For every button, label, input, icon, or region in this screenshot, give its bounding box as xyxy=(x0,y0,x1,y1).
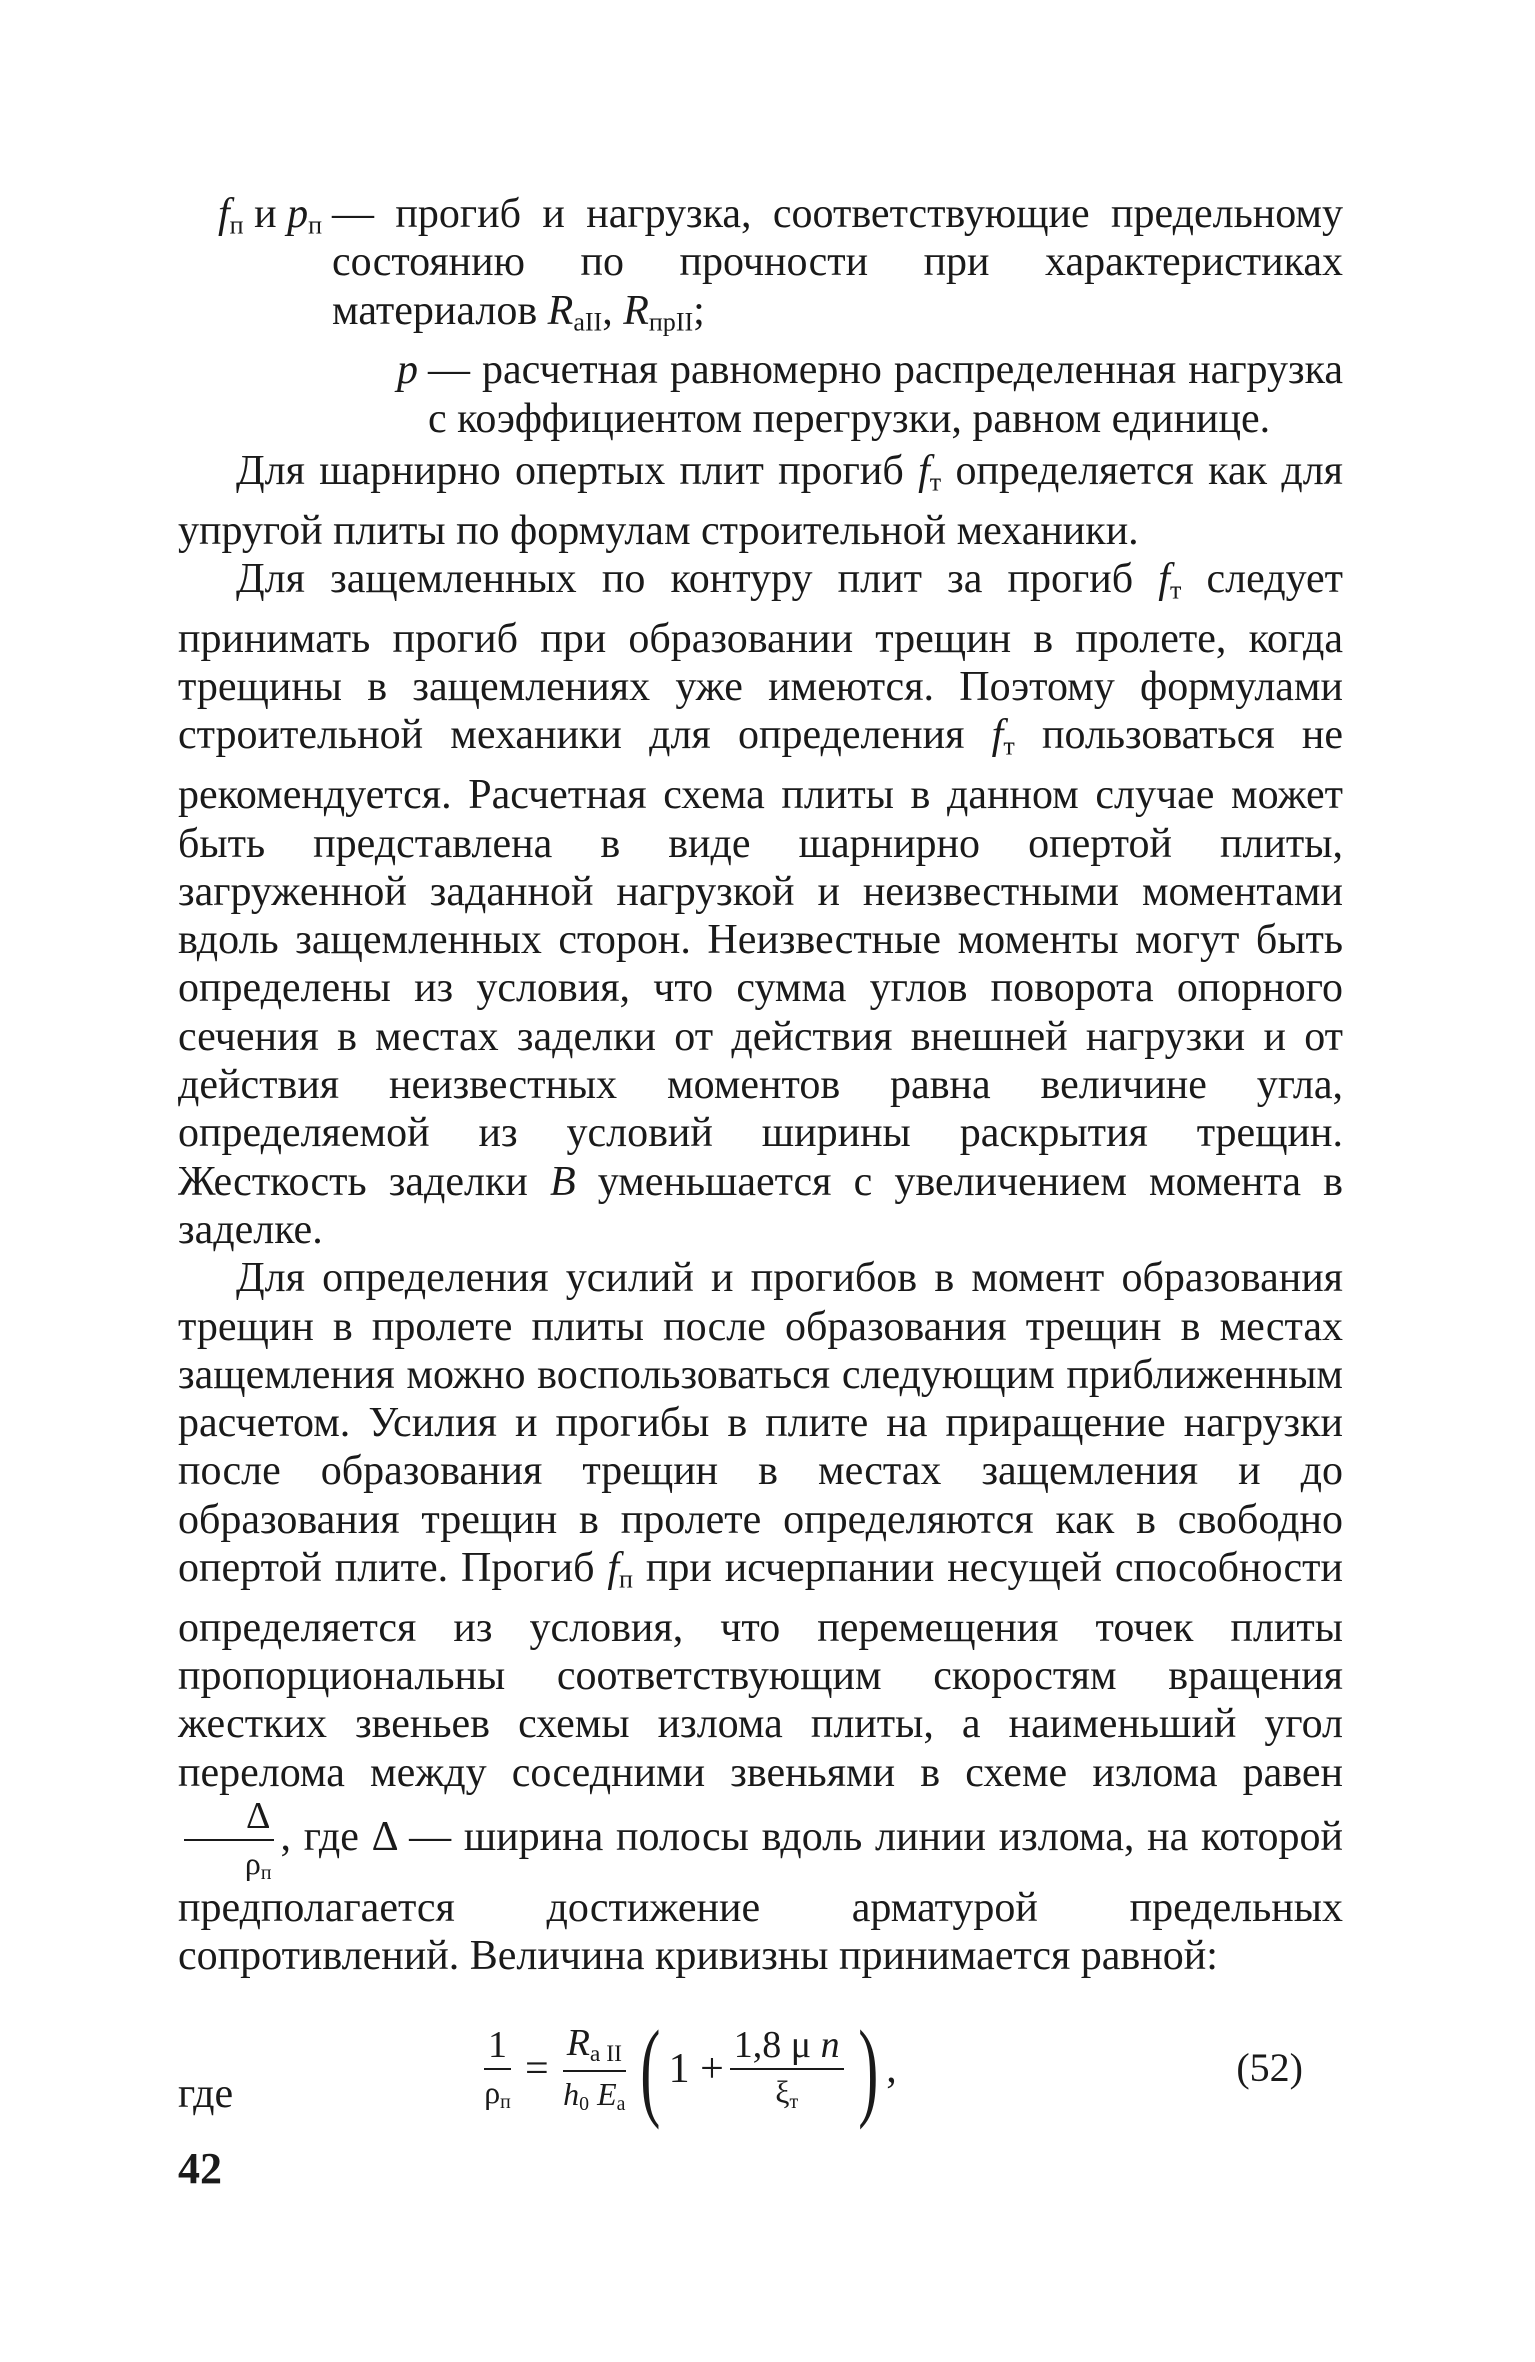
definition-item xyxy=(218,190,1343,346)
where-label: где xyxy=(178,2071,234,2117)
fraction-lhs: $\frac{1}{\rho_п}$ xyxy=(484,2023,511,2113)
paragraph: Для защемленных по контуру плит за прогиб $f_т$ следует принимать прогиб при образовании трещин в пролете, когда трещины в защемлениях уже имеются. Поэтому формулами строительной механики для определения $f_т$ пользоваться не рекомендуется. Расчетная схема плиты в данном случае может быть представлена в виде шарнирно опертой плиты, загруженной заданной нагрузкой и неизвестными моментами вдоль защемленных сторон. Неизвестные моменты могут быть определены из условия, что сумма углов поворота опорного сечения в местах заделки от действия внешней нагрузки и от действия неизвестных моментов равна величине угла, определяемой из условий ширины раскрытия трещин. Жесткость заделки B уменьшается с увеличением момента в заделке. xyxy=(178,556,1344,1253)
trailing-comma: , xyxy=(886,2046,897,2093)
fraction-mid: $\frac{R_{а II}}{h_0 E_а}$ xyxy=(563,2021,626,2116)
definition-term: $f_п$ и $p_п$ xyxy=(218,191,323,240)
equation-body xyxy=(478,2008,897,2131)
page-text xyxy=(178,190,1343,2154)
definitions-list xyxy=(218,190,1343,443)
page-number: 42 xyxy=(178,2144,222,2193)
equals-sign: = xyxy=(525,2046,549,2093)
definition-term: p xyxy=(397,347,418,394)
equation-52 xyxy=(178,2004,1343,2154)
equation-number: (52) xyxy=(1236,2045,1303,2091)
definition-text: — прогиб и нагрузка, соответствующие предельному состоянию по прочности при характеристиках материалов $R_{аII}$, $R_{прII}$; xyxy=(332,191,1343,337)
definition-item xyxy=(218,346,1343,443)
left-paren: ( xyxy=(640,2008,661,2131)
right-paren: ) xyxy=(857,2008,879,2131)
inner-one: 1 + xyxy=(668,2046,724,2093)
paragraph: Для шарнирно опертых плит прогиб $f_т$ определяется как для упругой плиты по формулам строительной механики. xyxy=(178,447,1343,554)
paragraph: Для определения усилий и прогибов в момент образования трещин в пролете плиты после образования трещин в местах защемления можно воспользоваться следующим приближенным расчетом. Усилия и прогибы в плите на приращение нагрузки после образования трещин в местах защемления и до образования трещин в пролете определяются как в свободно опертой плите. Прогиб $f_п$ при исчерпании несущей способности определяется из условия, что перемещения точек плиты пропорциональны соответствующим скоростям вращения жестких звеньев схемы излома плиты, а наименьший угол перелома между соседними звеньями в схеме излома равен $\frac{\Delta}{\rho_п}$ , где Δ — ширина полосы вдоль линии излома, на которой предполагается достижение арматурой предельных сопротивлений. Величина кривизны принимается равной: xyxy=(178,1255,1343,1980)
definition-text: — расчетная равномерно распределенная нагрузка с коэффициентом перегрузки, равном единице. xyxy=(428,347,1343,442)
fraction-inner: $\frac{\text{1,8 μ n}}{\xi_т}$ xyxy=(730,2026,844,2113)
